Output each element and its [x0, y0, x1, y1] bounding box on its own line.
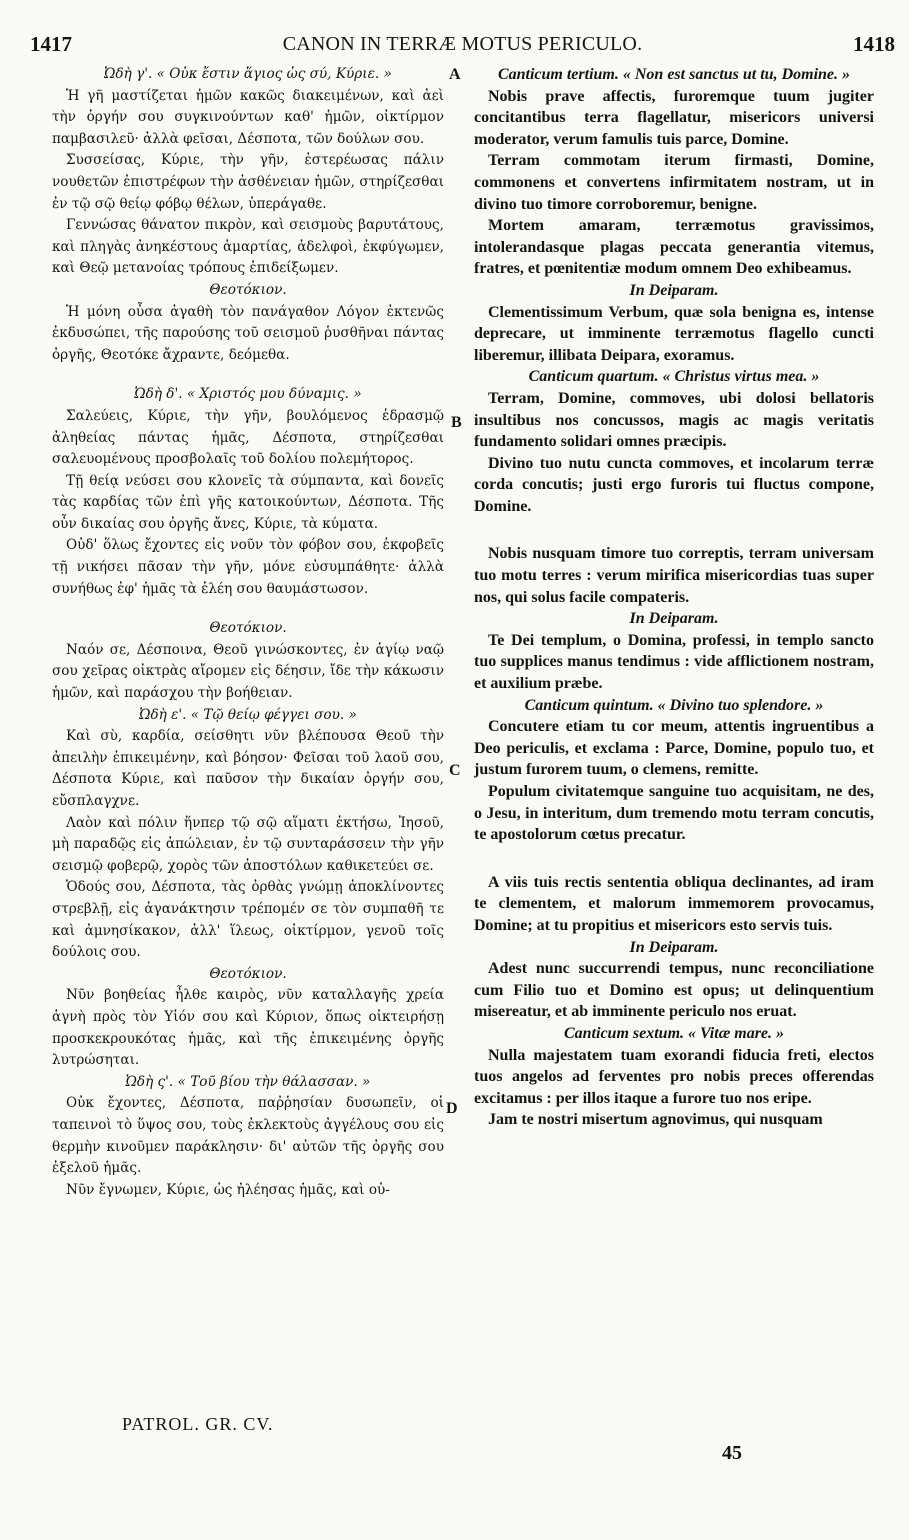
margin-letter-b: B	[451, 414, 462, 431]
latin-verse: Terram, Domine, commoves, ubi dolosi bellatoris insultibus nos concussos, magis ac magis veritatis fundamento solidari omnes præcipis.	[474, 389, 874, 451]
latin-column	[474, 64, 874, 1131]
canticum-heading: Canticum quintum. « Divino tuo splendore. »	[524, 696, 824, 714]
greek-verse: Νῦν ἔγνωμεν, Κύριε, ὡς ἠλέησας ἡμᾶς, καὶ οὐ-	[66, 1181, 390, 1198]
canticum-heading: Canticum tertium. « Non est sanctus ut tu, Domine. »	[497, 66, 851, 83]
greek-verse: Ἡ γῆ μαστίζεται ἡμῶν κακῶς διακειμένων, καὶ ἀεὶ τὴν ὀργήν σου συγκινούντων καθ' ἡμῶν, οἰκτίρμον παμβασιλεῦ· ἀλλὰ φεῖσαι, Δέσποτα, τῶν δούλων σου.	[52, 87, 444, 147]
page-number-right: 1418	[853, 32, 895, 56]
greek-verse: Γεννώσας θάνατον πικρὸν, καὶ σεισμοὺς βαρυτάτους, καὶ πληγὰς ἀνηκέστους ἁμαρτίας, ἀδελφοὶ, ἐκφύγωμεν, καὶ Θεῷ μετανοίας τρόπους ἐπιδείξωμεν.	[52, 217, 444, 277]
ode-heading: Ὠδὴ δ'. « Χριστός μου δύναμις. »	[134, 386, 362, 403]
greek-verse: Συσσείσας, Κύριε, τὴν γῆν, ἐστερέωσας πάλιν νουθετῶν ἐπιστρέφων τὴν ἀσθένειαν ἡμῶν, στηρίζεσθαι ἐν τῷ σῷ θείῳ φόβῳ θέλων, ὑπεράγαθε.	[52, 152, 444, 212]
greek-verse: Οὐκ ἔχοντες, Δέσποτα, παῤῥησίαν δυσωπεῖν, οἱ ταπεινοὶ τὸ ὕψος σου, τοὺς ἐκλεκτοὺς ἀγγέλους σου εἰς θερμὴν κινοῦμεν παράκλησιν· δι' αὐτῶν τῆς ὀργῆς σου ἐξελοῦ ἡμᾶς.	[52, 1095, 444, 1177]
greek-verse: Τῇ θείᾳ νεύσει σου κλονεῖς τὰ σύμπαντα, καὶ δονεῖς τὰς καρδίας τῶν ἐπὶ γῆς κατοικούντων, Δέσποτα. Τῆς οὖν δικαίας σου ὀργῆς ἄνες, Κύριε, τὰ κύματα.	[52, 472, 444, 532]
series-footer: PATROL. GR. CV.	[122, 1414, 274, 1434]
deiparam-heading: In Deiparam.	[629, 610, 719, 628]
deiparam-heading: In Deiparam.	[629, 281, 719, 299]
page-number-left: 1417	[30, 32, 72, 56]
latin-verse: Nobis prave affectis, furoremque tuum jugiter concitantibus terra flagellatur, misericors universi moderator, verum famulis tuis parce, Domine.	[474, 87, 874, 148]
latin-verse: A viis tuis rectis sententia obliqua declinantes, ad iram te clementem, et malorum immemorem provocamus, Domine; at tu propitius et misericors esto servis tuis.	[474, 873, 874, 934]
latin-verse: Populum civitatemque sanguine tuo acquisitam, ne des, o Jesu, in interitum, dum tremendo motu terram concutis, te apostolorum cœtus precatur.	[474, 783, 874, 844]
latin-verse: Clementissimum Verbum, quæ sola benigna es, intense deprecare, ut imminente terræmotus flagello cuncti liberemur, illibata Deipara, exoramus.	[474, 303, 874, 364]
greek-verse: Οὐδ' ὅλως ἔχοντες εἰς νοῦν τὸν φόβον σου, ἐκφοβεῖς τῇ νικήσει πᾶσαν τὴν γῆν, μόνε εὐσυμπάθητε· ἀλλὰ συνήθως ἐφ' ἡμᾶς τὰ ἐλέη σου θαυμάστωσον.	[52, 537, 444, 597]
greek-verse: Ἡ μόνη οὖσα ἀγαθὴ τὸν πανάγαθον Λόγον ἐκτενῶς ἐκδυσώπει, τῆς παρούσης τοῦ σεισμοῦ ῥυσθῆναι πάντας ὀργῆς, Θεοτόκε ἄχραντε, δεόμεθα.	[52, 303, 444, 363]
ode-heading: Ὠδὴ ς'. « Τοῦ βίου τὴν θάλασσαν. »	[125, 1073, 371, 1090]
latin-verse: Terram commotam iterum firmasti, Domine, commonens et convertens infirmitatem nostram, ut in divino tuo timore corroboremur, benigne.	[474, 152, 874, 213]
greek-verse: Καὶ σὺ, καρδία, σείσθητι νῦν βλέπουσα Θεοῦ τὴν ἀπειλὴν ἐπικειμένην, καὶ βόησον· Φεῖσαι τοῦ λαοῦ σου, Δέσποτα Κύριε, καὶ παῦσον τὴν δικαίαν ὀργήν σου, εὔσπλαγχνε.	[52, 728, 444, 809]
greek-verse: Σαλεύεις, Κύριε, τὴν γῆν, βουλόμενος ἑδρασμῷ ἀληθείας πάντας ἡμᾶς, Δέσποτα, στηρίζεσθαι σαλευομένους προσβολαῖς τοῦ δολίου πολεμήτορος.	[52, 407, 444, 468]
theotokion-heading: Θεοτόκιον.	[209, 965, 287, 982]
latin-verse: Adest nunc succurrendi tempus, nunc reconciliatione cum Filio tuo et Domino est opus; ut delinquentium misereatur, et ab imminente periculo nos eruat.	[474, 960, 874, 1021]
latin-verse: Nobis nusquam timore tuo correptis, terram universam tuo motu terres : verum mirifica misericordias tuas super nos, qui solus facile compateris.	[474, 545, 874, 606]
greek-column	[52, 64, 444, 1201]
running-title: CANON IN TERRÆ MOTUS PERICULO.	[282, 33, 643, 55]
greek-verse: Ὁδούς σου, Δέσποτα, τὰς ὀρθὰς γνώμῃ ἀποκλίνοντες στρεβλῇ, εἰς ἀγανάκτησιν τρέπομέν σε τὸν συμπαθῆ τε καὶ ἀμνησίκακον, ἀλλ' ἵλεως, οἰκτίρμον, γενοῦ τοῖς δούλοις σου.	[52, 879, 444, 961]
ode-heading: Ὠδὴ γ'. « Οὐκ ἔστιν ἅγιος ὡς σύ, Κύριε. »	[104, 66, 392, 82]
latin-verse: Te Dei templum, o Domina, professi, in templo sancto tuo supplices manus tendimus : vide afflictionem nostram, et auxilium præbe.	[474, 631, 874, 693]
canticum-heading: Canticum sextum. « Vitæ mare. »	[563, 1024, 785, 1042]
greek-verse: Ναόν σε, Δέσποινα, Θεοῦ γινώσκοντες, ἐν ἁγίῳ ναῷ σου χεῖρας οἰκτρὰς αἴρομεν εἰς δέησιν, ἴδε τὴν κάκωσιν ἡμῶν, καὶ παράσχου τὴν βοήθειαν.	[52, 641, 444, 702]
greek-verse: Νῦν βοηθείας ἦλθε καιρὸς, νῦν καταλλαγῆς χρεία ἁγνὴ πρὸς τὸν Υἱόν σου καὶ Κύριον, ὅπως οἰκτειρήσῃ προσκεκρουκότας ἡμᾶς, καὶ τῆς ἐπικειμένης ὀργῆς λυτρώσηται.	[52, 987, 444, 1069]
signature-mark: 45	[722, 1442, 742, 1464]
greek-verse: Λαὸν καὶ πόλιν ἥνπερ τῷ σῷ αἵματι ἐκτήσω, Ἰησοῦ, μὴ παραδῷς εἰς ἀπώλειαν, ἐν τῷ συνταράσσειν τὴν γῆν σεισμῷ φοβερῷ, χορὸς τῶν ἀποστόλων καθικετεύει σε.	[52, 814, 444, 874]
canticum-heading: Canticum quartum. « Christus virtus mea. »	[528, 368, 820, 386]
latin-verse: Concutere etiam tu cor meum, attentis ingruentibus a Deo periculis, et exclama : Parce, Domine, populo tuo, et justum furorem tuum, o clemens, remitte.	[474, 718, 874, 779]
latin-verse: Mortem amaram, terræmotus gravissimos, intolerandasque plagas peccata generantia vitemus, fratres, et pœnitentiæ modum omnem Deo exhibeamus.	[474, 217, 874, 278]
margin-letter-d: D	[446, 1100, 458, 1117]
latin-verse: Jam te nostri misertum agnovimus, qui nusquam	[488, 1111, 823, 1129]
ode-heading: Ὠδὴ ε'. « Τῷ θείῳ φέγγει σου. »	[139, 706, 357, 723]
latin-verse: Divino tuo nutu cuncta commoves, et incolarum terræ corda concutis; justi ergo furoris tui fluctus compone, Domine.	[474, 454, 874, 515]
theotokion-heading: Θεοτόκιον.	[209, 620, 287, 637]
margin-letter-c: C	[449, 762, 461, 779]
latin-verse: Nulla majestatem tuam exorandi fiducia freti, electos tuos angelos ad ferventes pro nobis preces offerendas excitamus : per illos itaque a furore tuo nos eripe.	[474, 1046, 874, 1107]
running-header	[30, 32, 895, 58]
margin-letter-a: A	[449, 66, 461, 83]
deiparam-heading: In Deiparam.	[629, 938, 719, 956]
theotokion-heading: Θεοτόκιον.	[209, 281, 287, 298]
